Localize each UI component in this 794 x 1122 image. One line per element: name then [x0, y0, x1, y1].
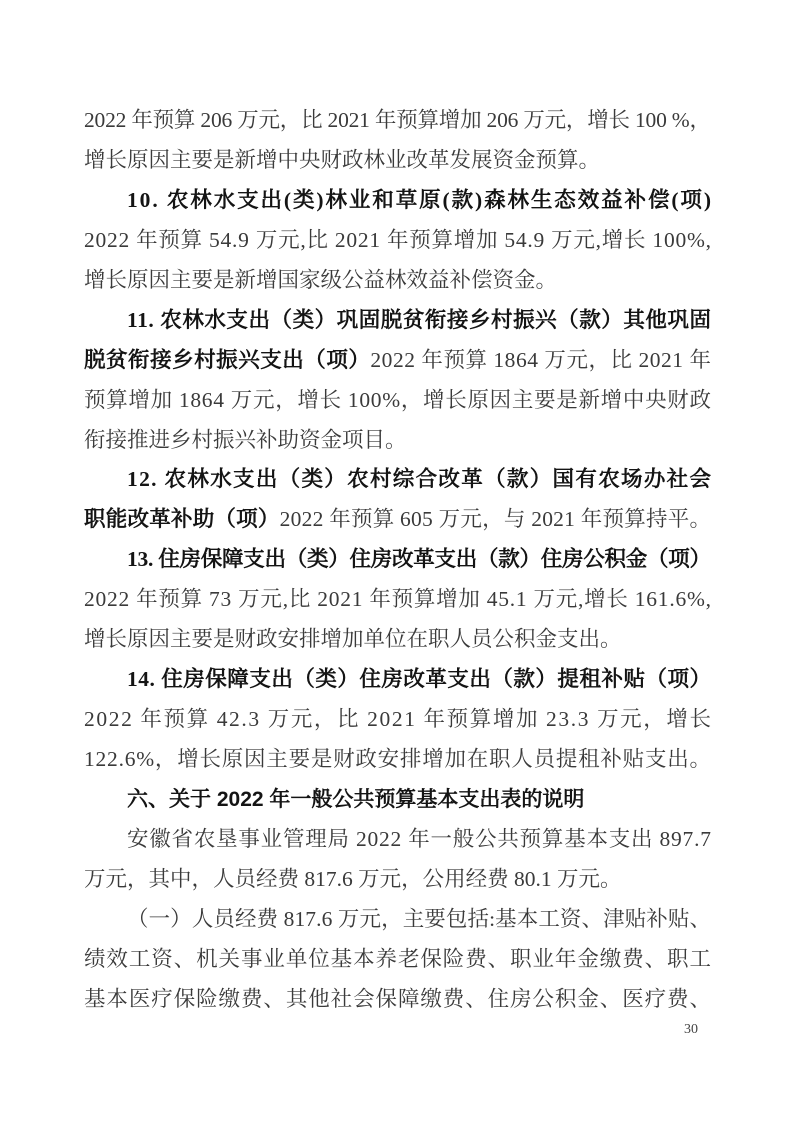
line-text: [84, 980, 712, 1020]
line-text: [127, 900, 711, 940]
item-heading-text: 12. 农林水支出（类）农村综合改革（款）国有农场办社会: [127, 467, 713, 492]
item11-heading-line1: [84, 301, 711, 341]
line-text: [84, 620, 622, 660]
item10-body-line1: [84, 221, 711, 261]
section6-para2-line2: [84, 940, 711, 980]
line-text: [84, 500, 711, 540]
body-text: 预算增加 1864 万元，增长 100%，增长原因主要是新增中央财政: [84, 387, 712, 412]
item-heading-text: 职能改革补助（项）: [84, 507, 280, 532]
line-text: [127, 780, 584, 820]
body-text: 2022 年预算 73 万元,比 2021 年预算增加 45.1 万元,增长 161.6%,: [84, 587, 712, 612]
item11-line3: [84, 381, 711, 421]
line-text: [84, 740, 712, 780]
body-text: 绩效工资、机关事业单位基本养老保险费、职业年金缴费、职工: [84, 946, 712, 971]
section-heading-text: 六、关于 2022 年一般公共预算基本支出表的说明: [127, 787, 585, 811]
item14-body-line2: [84, 740, 711, 780]
line-text: [127, 820, 712, 860]
line-text: [84, 221, 712, 261]
line-text: [84, 141, 600, 181]
item-heading-text: 13. 住房保障支出（类）住房改革支出（款）住房公积金（项）: [127, 547, 711, 572]
line-text: [127, 540, 711, 580]
item13-body-line1: [84, 580, 711, 620]
section6-heading: [84, 780, 711, 820]
body-text: 2022 年预算 206 万元，比 2021 年预算增加 206 万元，增长 100 %，: [84, 108, 711, 132]
line-text: [84, 860, 622, 900]
line-text: [127, 301, 712, 341]
body-text: 基本医疗保险缴费、其他社会保障缴费、住房公积金、医疗费、: [84, 986, 712, 1011]
section6-para2-line3: [84, 980, 711, 1020]
section6-para1-line2: [84, 860, 711, 900]
section6-para1-line1: [84, 820, 711, 860]
body-text: 增长原因主要是新增中央财政林业改革发展资金预算。: [84, 147, 601, 172]
body-text: 万元，其中，人员经费 817.6 万元，公用经费 80.1 万元。: [84, 866, 622, 891]
line-text: [84, 940, 712, 980]
body-text: （一）人员经费 817.6 万元，主要包括:基本工资、津贴补贴、: [127, 906, 712, 931]
section6-para2-line1: [84, 900, 711, 940]
line-text: [84, 341, 712, 381]
item10-body-line2: [84, 261, 711, 301]
body-text: 122.6%，增长原因主要是财政安排增加在职人员提租补贴支出。: [84, 747, 712, 771]
item11-line2: [84, 341, 711, 381]
page-number: 30: [684, 1022, 698, 1037]
line-text: [84, 421, 407, 461]
line-text: [84, 101, 711, 141]
body-text: 2022 年预算 605 万元，与 2021 年预算持平。: [279, 507, 712, 532]
line-text: [127, 181, 713, 221]
line-text: [84, 700, 713, 740]
item14-body-line1: [84, 700, 711, 740]
item-heading-text: 脱贫衔接乡村振兴支出（项）: [84, 347, 371, 372]
item-heading-text: 11. 农林水支出（类）巩固脱贫衔接乡村振兴（款）其他巩固: [127, 307, 712, 332]
item10-intro-line1: [84, 101, 711, 141]
body-text: 2022 年预算 1864 万元，比 2021 年: [370, 347, 712, 372]
item12-line2: [84, 500, 711, 540]
item13-heading: [84, 540, 711, 580]
body-text: 2022 年预算 42.3 万元，比 2021 年预算增加 23.3 万元，增长: [84, 707, 713, 732]
line-text: [84, 381, 712, 421]
line-text: [84, 580, 712, 620]
body-text: 2022 年预算 54.9 万元,比 2021 年预算增加 54.9 万元,增长 100%,: [84, 227, 712, 252]
item11-line4: [84, 421, 711, 461]
line-text: [127, 660, 712, 700]
line-text: [127, 460, 712, 500]
body-text: 增长原因主要是财政安排增加单位在职人员公积金支出。: [84, 627, 622, 652]
item14-heading: [84, 660, 711, 700]
body-text: 衔接推进乡村振兴补助资金项目。: [84, 427, 407, 452]
body-text: 安徽省农垦事业管理局 2022 年一般公共预算基本支出 897.7: [127, 826, 712, 851]
item10-intro-line2: [84, 141, 711, 181]
item10-heading: [84, 181, 711, 221]
item13-body-line2: [84, 620, 711, 660]
document-body: [84, 101, 711, 1020]
item12-heading-line1: [84, 460, 711, 500]
item-heading-text: 14. 住房保障支出（类）住房改革支出（款）提租补贴（项）: [127, 667, 712, 692]
line-text: [84, 261, 557, 301]
item-heading-text: 10. 农林水支出(类)林业和草原(款)森林生态效益补偿(项): [127, 187, 713, 212]
body-text: 增长原因主要是新增国家级公益林效益补偿资金。: [84, 267, 558, 292]
